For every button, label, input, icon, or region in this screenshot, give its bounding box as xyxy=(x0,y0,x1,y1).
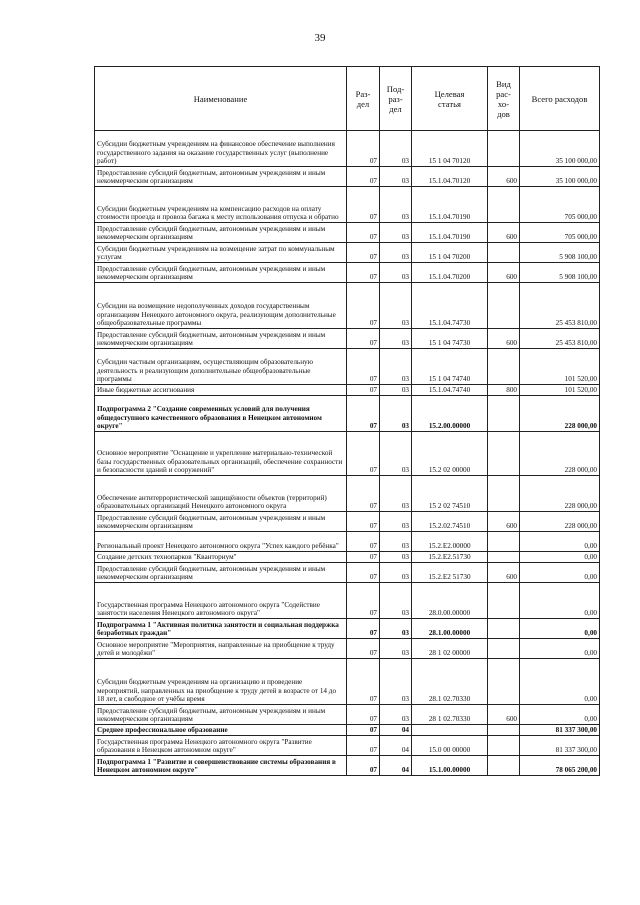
cell-expense-type: 600 xyxy=(488,329,520,349)
cell-expense-type xyxy=(488,619,520,639)
header-section: Раз- дел xyxy=(347,67,380,131)
cell-total: 81 337 300,00 xyxy=(520,725,600,736)
table-row xyxy=(95,725,600,736)
cell-total: 705 000,00 xyxy=(520,223,600,243)
table-row xyxy=(95,349,600,385)
cell-name: Предоставление субсидий бюджетным, автономным учреждениям и иным некоммерческим организациям xyxy=(95,223,347,243)
cell-section: 07 xyxy=(347,432,380,476)
cell-subsection: 03 xyxy=(380,619,412,639)
cell-target: 15.1.04.74730 xyxy=(412,283,488,329)
cell-total: 5 908 100,00 xyxy=(520,263,600,283)
table-row xyxy=(95,396,600,432)
cell-expense-type: 800 xyxy=(488,385,520,396)
table-row xyxy=(95,432,600,476)
cell-name: Подпрограмма 1 "Активная политика занятости и социальная поддержка безработных граждан" xyxy=(95,619,347,639)
cell-expense-type xyxy=(488,187,520,223)
table-row xyxy=(95,243,600,263)
cell-section: 07 xyxy=(347,512,380,532)
cell-expense-type xyxy=(488,725,520,736)
cell-total: 0,00 xyxy=(520,659,600,705)
cell-subsection: 03 xyxy=(380,131,412,167)
cell-subsection: 03 xyxy=(380,659,412,705)
cell-name: Субсидии бюджетным учреждениям на организацию и проведение мероприятий, направленных на приобщение к труду детей в возрасте от 14 до 18 лет, в свободное от учёбы время xyxy=(95,659,347,705)
cell-name: Государственная программа Ненецкого автономного округа "Развитие образования в Ненецком автономном округе" xyxy=(95,736,347,756)
table-row xyxy=(95,167,600,187)
table-header-row xyxy=(95,67,600,131)
cell-expense-type xyxy=(488,736,520,756)
cell-target: 15 2 02 74510 xyxy=(412,476,488,512)
cell-subsection: 03 xyxy=(380,705,412,725)
table-row xyxy=(95,385,600,396)
cell-target: 15.1.04.74740 xyxy=(412,385,488,396)
cell-section: 07 xyxy=(347,187,380,223)
table-row xyxy=(95,619,600,639)
table-body xyxy=(95,131,600,776)
cell-name: Предоставление субсидий бюджетным, автономным учреждениям и иным некоммерческим организациям xyxy=(95,263,347,283)
cell-section: 07 xyxy=(347,552,380,563)
cell-section: 07 xyxy=(347,329,380,349)
cell-expense-type xyxy=(488,243,520,263)
cell-subsection: 03 xyxy=(380,639,412,659)
cell-subsection: 03 xyxy=(380,167,412,187)
cell-name: Подпрограмма 1 "Развитие и совершенствование системы образования в Ненецком автономном округе" xyxy=(95,756,347,776)
cell-expense-type: 600 xyxy=(488,563,520,583)
cell-subsection: 03 xyxy=(380,512,412,532)
cell-target: 15.0 00 00000 xyxy=(412,736,488,756)
cell-section: 07 xyxy=(347,283,380,329)
cell-subsection: 03 xyxy=(380,385,412,396)
cell-expense-type xyxy=(488,659,520,705)
cell-section: 07 xyxy=(347,396,380,432)
cell-target: 15 1 04 74740 xyxy=(412,349,488,385)
cell-total: 0,00 xyxy=(520,583,600,619)
cell-section: 07 xyxy=(347,705,380,725)
cell-name: Субсидии бюджетным учреждениям на финансовое обеспечение выполнения государственного задания на оказание государственных услуг (выполнение работ) xyxy=(95,131,347,167)
cell-expense-type xyxy=(488,283,520,329)
page-number: 39 xyxy=(314,32,326,44)
cell-name: Субсидии на возмещение недополученных доходов государственным организациям Ненецкого автономного округа, реализующим дополнительные общеобразовательные программы xyxy=(95,283,347,329)
table-row xyxy=(95,512,600,532)
cell-total: 228 000,00 xyxy=(520,512,600,532)
cell-target: 15.2.E2 51730 xyxy=(412,563,488,583)
table-row xyxy=(95,263,600,283)
cell-total: 0,00 xyxy=(520,705,600,725)
cell-expense-type xyxy=(488,532,520,552)
cell-target: 15.2 02 00000 xyxy=(412,432,488,476)
cell-expense-type xyxy=(488,349,520,385)
table-row xyxy=(95,187,600,223)
cell-target: 15.1.04.70190 xyxy=(412,187,488,223)
table-row xyxy=(95,552,600,563)
cell-target: 15 1 04 74730 xyxy=(412,329,488,349)
cell-expense-type xyxy=(488,583,520,619)
table-row xyxy=(95,639,600,659)
cell-total: 0,00 xyxy=(520,619,600,639)
cell-total: 0,00 xyxy=(520,563,600,583)
cell-total: 25 453 810,00 xyxy=(520,283,600,329)
cell-section: 07 xyxy=(347,349,380,385)
cell-expense-type: 600 xyxy=(488,705,520,725)
cell-target: 15.1.00.00000 xyxy=(412,756,488,776)
cell-subsection: 04 xyxy=(380,736,412,756)
cell-target xyxy=(412,725,488,736)
cell-total: 101 520,00 xyxy=(520,349,600,385)
cell-name: Создание детских технопарков "Кванториум" xyxy=(95,552,347,563)
table-row xyxy=(95,329,600,349)
cell-target: 28 1 02.70330 xyxy=(412,705,488,725)
cell-name: Обеспечение антитеррористической защищённости объектов (территорий) образовательных организаций Ненецкого автономного округа xyxy=(95,476,347,512)
cell-subsection: 04 xyxy=(380,725,412,736)
cell-section: 07 xyxy=(347,619,380,639)
cell-section: 07 xyxy=(347,223,380,243)
header-total: Всего расходов xyxy=(520,67,600,131)
cell-expense-type xyxy=(488,432,520,476)
cell-target: 28.1.00.00000 xyxy=(412,619,488,639)
cell-total: 101 520,00 xyxy=(520,385,600,396)
cell-target: 15.1.04.70190 xyxy=(412,223,488,243)
cell-section: 07 xyxy=(347,583,380,619)
header-expense-type: Вид рас- хо- дов xyxy=(488,67,520,131)
cell-section: 07 xyxy=(347,659,380,705)
cell-total: 0,00 xyxy=(520,552,600,563)
cell-subsection: 03 xyxy=(380,329,412,349)
cell-subsection: 03 xyxy=(380,187,412,223)
cell-subsection: 03 xyxy=(380,583,412,619)
header-subsection: Под- раз- дел xyxy=(380,67,412,131)
cell-name: Субсидии бюджетным учреждениям на возмещение затрат по коммунальным услугам xyxy=(95,243,347,263)
cell-name: Предоставление субсидий бюджетным, автономным учреждениям и иным некоммерческим организациям xyxy=(95,167,347,187)
cell-section: 07 xyxy=(347,756,380,776)
cell-section: 07 xyxy=(347,385,380,396)
cell-section: 07 xyxy=(347,167,380,187)
cell-name: Субсидии частным организациям, осуществляющим образовательную деятельность и реализующим дополнительные общеобразовательные программы xyxy=(95,349,347,385)
cell-expense-type: 600 xyxy=(488,263,520,283)
cell-section: 07 xyxy=(347,563,380,583)
cell-total: 228 000,00 xyxy=(520,432,600,476)
budget-table xyxy=(94,66,600,776)
cell-subsection: 03 xyxy=(380,396,412,432)
cell-total: 705 000,00 xyxy=(520,187,600,223)
cell-subsection: 03 xyxy=(380,532,412,552)
cell-expense-type xyxy=(488,552,520,563)
cell-total: 25 453 810,00 xyxy=(520,329,600,349)
cell-expense-type xyxy=(488,396,520,432)
cell-name: Региональный проект Ненецкого автономного округа "Успех каждого ребёнка" xyxy=(95,532,347,552)
cell-subsection: 03 xyxy=(380,349,412,385)
cell-name: Субсидии бюджетным учреждениям на компенсацию расходов на оплату стоимости проезда и провоза багажа к месту использования отпуска и обратно xyxy=(95,187,347,223)
cell-name: Предоставление субсидий бюджетным, автономным учреждениям и иным некоммерческим организациям xyxy=(95,512,347,532)
cell-name: Предоставление субсидий бюджетным, автономным учреждениям и иным некоммерческим организациям xyxy=(95,329,347,349)
cell-target: 28.0.00.00000 xyxy=(412,583,488,619)
table-row xyxy=(95,756,600,776)
cell-name: Среднее профессиональное образование xyxy=(95,725,347,736)
header-target: Целевая статья xyxy=(412,67,488,131)
cell-subsection: 03 xyxy=(380,263,412,283)
table-row xyxy=(95,583,600,619)
table-row xyxy=(95,659,600,705)
cell-subsection: 04 xyxy=(380,756,412,776)
cell-expense-type xyxy=(488,476,520,512)
cell-section: 07 xyxy=(347,243,380,263)
table-row xyxy=(95,131,600,167)
cell-total: 0,00 xyxy=(520,532,600,552)
cell-subsection: 03 xyxy=(380,563,412,583)
cell-total: 81 337 300,00 xyxy=(520,736,600,756)
cell-name: Подпрограмма 2 "Создание современных условий для получения общедоступного качественного образования в Ненецком автономном округе" xyxy=(95,396,347,432)
cell-subsection: 03 xyxy=(380,283,412,329)
cell-section: 07 xyxy=(347,639,380,659)
cell-target: 15.2.E2.51730 xyxy=(412,552,488,563)
cell-target: 15 1 04 70120 xyxy=(412,131,488,167)
cell-subsection: 03 xyxy=(380,432,412,476)
cell-target: 15 1 04 70200 xyxy=(412,243,488,263)
table-row xyxy=(95,476,600,512)
cell-total: 5 908 100,00 xyxy=(520,243,600,263)
cell-expense-type xyxy=(488,131,520,167)
cell-total: 35 100 000,00 xyxy=(520,167,600,187)
cell-expense-type: 600 xyxy=(488,512,520,532)
cell-total: 228 000,00 xyxy=(520,476,600,512)
header-name: Наименование xyxy=(95,67,347,131)
cell-total: 78 065 200,00 xyxy=(520,756,600,776)
cell-expense-type: 600 xyxy=(488,223,520,243)
cell-target: 15.1.04.70200 xyxy=(412,263,488,283)
cell-subsection: 03 xyxy=(380,476,412,512)
cell-total: 228 000,00 xyxy=(520,396,600,432)
cell-name: Основное мероприятие "Оснащение и укрепление материально-технической базы государственных образовательных организаций, обеспечение сохранности и безопасности зданий и сооружений" xyxy=(95,432,347,476)
cell-expense-type xyxy=(488,756,520,776)
cell-total: 35 100 000,00 xyxy=(520,131,600,167)
cell-name: Предоставление субсидий бюджетным, автономным учреждениям и иным некоммерческим организациям xyxy=(95,705,347,725)
cell-subsection: 03 xyxy=(380,223,412,243)
cell-target: 15.2.02.74510 xyxy=(412,512,488,532)
cell-name: Иные бюджетные ассигнования xyxy=(95,385,347,396)
cell-target: 15.2.00.00000 xyxy=(412,396,488,432)
cell-name: Предоставление субсидий бюджетным, автономным учреждениям и иным некоммерческим организациям xyxy=(95,563,347,583)
cell-expense-type xyxy=(488,639,520,659)
table-row xyxy=(95,283,600,329)
cell-section: 07 xyxy=(347,131,380,167)
table-row xyxy=(95,736,600,756)
cell-total: 0,00 xyxy=(520,639,600,659)
cell-target: 15.2.E2.00000 xyxy=(412,532,488,552)
cell-name: Основное мероприятие "Мероприятия, направленные на приобщение к труду детей и молодёжи" xyxy=(95,639,347,659)
cell-section: 07 xyxy=(347,532,380,552)
cell-section: 07 xyxy=(347,476,380,512)
table-row xyxy=(95,223,600,243)
cell-name: Государственная программа Ненецкого автономного округа "Содействие занятости населения Ненецкого автономного округа" xyxy=(95,583,347,619)
cell-section: 07 xyxy=(347,736,380,756)
cell-subsection: 03 xyxy=(380,243,412,263)
cell-subsection: 03 xyxy=(380,552,412,563)
cell-target: 28.1 02.70330 xyxy=(412,659,488,705)
table-row xyxy=(95,563,600,583)
table-row xyxy=(95,532,600,552)
cell-target: 15.1.04.70120 xyxy=(412,167,488,187)
cell-section: 07 xyxy=(347,725,380,736)
cell-expense-type: 600 xyxy=(488,167,520,187)
table-row xyxy=(95,705,600,725)
cell-target: 28 1 02 00000 xyxy=(412,639,488,659)
cell-section: 07 xyxy=(347,263,380,283)
